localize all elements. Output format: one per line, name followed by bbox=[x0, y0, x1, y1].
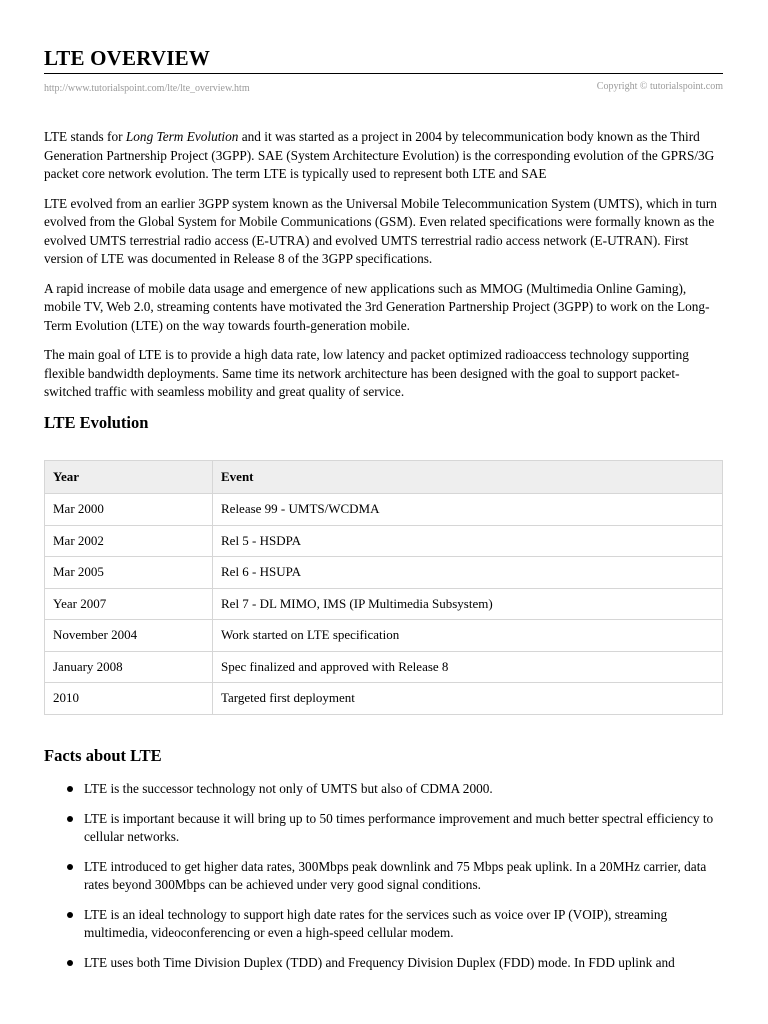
bullet-icon bbox=[67, 960, 73, 966]
intro-paragraph-2: LTE evolved from an earlier 3GPP system known as the Universal Mobile Telecommunication System (UMTS), which in turn evolved from the Global System for Mobile Communications (GSM). Even related specifications were formally known as the evolved UMTS terrestrial radio access (E-UTRA) and evolved UMTS terrestrial radio access network (E-UTRAN). First version of LTE was documented in Release 8 of the 3GPP specifications. bbox=[44, 195, 717, 266]
facts-heading: Facts about LTE bbox=[44, 746, 162, 765]
table-row bbox=[45, 651, 723, 683]
list-item bbox=[44, 858, 723, 895]
year-cell: Mar 2005 bbox=[45, 557, 213, 589]
event-cell: Spec finalized and approved with Release 8 bbox=[213, 651, 723, 683]
fact-text: LTE is an ideal technology to support high date rates for the services such as voice over IP (VOIP), streaming multimedia, videoconferencing or even a high-speed cellular modem. bbox=[84, 906, 668, 940]
bullet-icon bbox=[67, 864, 73, 870]
column-header-year: Year bbox=[45, 461, 213, 494]
event-cell: Release 99 - UMTS/WCDMA bbox=[213, 494, 723, 526]
table-row bbox=[45, 494, 723, 526]
event-cell: Rel 7 - DL MIMO, IMS (IP Multimedia Subsystem) bbox=[213, 588, 723, 620]
list-item bbox=[44, 780, 723, 799]
year-cell: Year 2007 bbox=[45, 588, 213, 620]
list-item bbox=[44, 906, 723, 943]
fact-text: LTE uses both Time Division Duplex (TDD) and Frequency Division Duplex (FDD) mode. In FDD uplink and bbox=[84, 954, 675, 970]
table-header-row bbox=[45, 461, 723, 494]
page-title: LTE OVERVIEW bbox=[44, 46, 211, 70]
bullet-icon bbox=[67, 912, 73, 918]
intro-paragraph-4: The main goal of LTE is to provide a high data rate, low latency and packet optimized radioaccess technology supporting flexible bandwidth deployments. Same time its network architecture has been designed with the goal to support packet-switched traffic with seamless mobility and great quality of service. bbox=[44, 347, 689, 399]
table-row bbox=[45, 557, 723, 589]
year-cell: 2010 bbox=[45, 683, 213, 715]
intro-section bbox=[44, 128, 723, 413]
intro-paragraph-1-emphasis: Long Term Evolution bbox=[125, 129, 239, 144]
facts-list bbox=[44, 780, 723, 983]
event-cell: Rel 5 - HSDPA bbox=[213, 525, 723, 557]
evolution-table bbox=[44, 460, 723, 715]
event-cell: Work started on LTE specification bbox=[213, 620, 723, 652]
year-cell: Mar 2000 bbox=[45, 494, 213, 526]
bullet-icon bbox=[67, 786, 73, 792]
intro-paragraph-1 bbox=[44, 128, 723, 184]
list-item bbox=[44, 954, 723, 973]
event-cell: Targeted first deployment bbox=[213, 683, 723, 715]
table-row bbox=[45, 683, 723, 715]
source-url: http://www.tutorialspoint.com/lte/lte_overview.htm bbox=[44, 83, 250, 94]
year-cell: Mar 2002 bbox=[45, 525, 213, 557]
intro-paragraph-1-end: and it was started as a project in 2004 by telecommunication body known as the Third Generation Partnership Project (3GPP). SAE (System Architecture Evolution) is the corresponding evolution of the GPRS/3G packet core network evolution. The term LTE is typically used to represent both LTE and SAE bbox=[44, 129, 715, 181]
title-divider bbox=[44, 73, 723, 74]
fact-text: LTE is the successor technology not only of UMTS but also of CDMA 2000. bbox=[84, 781, 493, 796]
event-cell: Rel 6 - HSUPA bbox=[213, 557, 723, 589]
table-row bbox=[45, 525, 723, 557]
fact-text: LTE is important because it will bring up to 50 times performance improvement and much better spectral efficiency to cellular networks. bbox=[84, 810, 714, 844]
table-row bbox=[45, 620, 723, 652]
copyright-notice: Copyright © tutorialspoint.com bbox=[596, 81, 723, 92]
intro-paragraph-1-start: LTE stands for bbox=[44, 129, 126, 144]
year-cell: January 2008 bbox=[45, 651, 213, 683]
fact-text: LTE introduced to get higher data rates, 300Mbps peak downlink and 75 Mbps peak uplink. In a 20MHz carrier, data rates beyond 300Mbps can be achieved under very good signal conditions. bbox=[84, 858, 707, 892]
intro-paragraph-3: A rapid increase of mobile data usage and emergence of new applications such as MMOG (Multimedia Online Gaming), mobile TV, Web 2.0, streaming contents have motivated the 3rd Generation Partnership Project (3GPP) to work on the Long-Term Evolution (LTE) on the way towards fourth-generation mobile. bbox=[44, 280, 710, 333]
evolution-heading: LTE Evolution bbox=[44, 413, 149, 432]
column-header-event: Event bbox=[213, 461, 723, 494]
year-cell: November 2004 bbox=[45, 620, 213, 652]
table-row bbox=[45, 588, 723, 620]
list-item bbox=[44, 810, 723, 847]
bullet-icon bbox=[67, 816, 73, 822]
